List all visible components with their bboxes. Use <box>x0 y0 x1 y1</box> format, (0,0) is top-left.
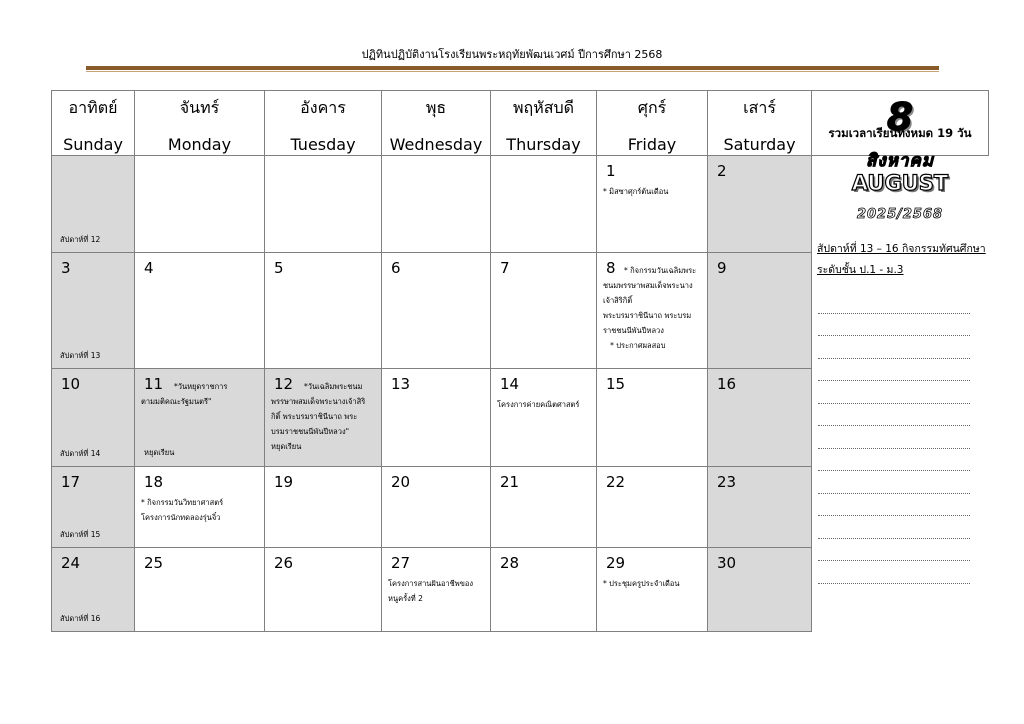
weekday-thai: อาทิตย์ <box>68 98 118 117</box>
weekday-english: Monday <box>167 135 232 154</box>
day-number: 23 <box>717 473 737 491</box>
dotted-note-line[interactable] <box>818 449 970 472</box>
day-number: 18 <box>144 473 164 491</box>
weekday-header <box>491 91 597 156</box>
day-number: 21 <box>500 473 520 491</box>
day-number: 13 <box>391 375 411 393</box>
weekday-header <box>135 91 265 156</box>
dotted-note-line[interactable] <box>818 381 970 404</box>
day-number: 1 <box>606 162 616 180</box>
day-number: 22 <box>606 473 626 491</box>
day-cell[interactable] <box>265 156 382 253</box>
calendar-table <box>51 90 989 632</box>
weekday-header <box>708 91 812 156</box>
weekday-english: Thursday <box>506 135 581 154</box>
day-number: 16 <box>717 375 737 393</box>
holiday-note: หยุดเรียน <box>144 448 175 457</box>
event-note: ชนมพรรษาพสมเด็จพระนาง เจ้าสิริกิติ์ พระบรมราชินีนาถ พระบรม ราชชนนีพันปีหลวง * ประกาศผลสอบ <box>603 281 693 350</box>
event-note-inline: *วันเฉลิมพระชนม <box>304 382 363 391</box>
day-number: 20 <box>391 473 411 491</box>
page-title: ปฏิทินปฏิบัติงานโรงเรียนพระหฤทัยพัฒนเวศม์ ปีการศึกษา 2568 <box>361 48 663 61</box>
header-rule-thin <box>86 71 939 72</box>
weekday-thai: พุธ <box>425 98 447 117</box>
total-study-days: รวมเวลาเรียนทั้งหมด 19 วัน <box>828 126 972 140</box>
day-cell[interactable] <box>708 548 812 632</box>
weekday-english: Tuesday <box>290 135 356 154</box>
day-cell[interactable] <box>382 156 491 253</box>
weekday-english: Sunday <box>63 135 123 154</box>
day-cell[interactable] <box>382 548 491 632</box>
day-cell[interactable] <box>597 369 708 467</box>
day-number: 27 <box>391 554 411 572</box>
day-number: 17 <box>61 473 81 491</box>
week-label: สัปดาห์ที่ 16 <box>60 614 101 623</box>
month-side-panel <box>812 91 989 276</box>
day-cell[interactable] <box>597 156 708 253</box>
weekday-thai: เสาร์ <box>743 98 776 117</box>
day-cell[interactable] <box>597 548 708 632</box>
day-number: 12 <box>274 375 294 393</box>
day-cell[interactable] <box>135 467 265 548</box>
dotted-notes-area <box>818 291 970 584</box>
day-number: 29 <box>606 554 626 572</box>
event-note: * มิสซาศุกร์ต้นเดือน <box>603 187 669 196</box>
day-number: 10 <box>61 375 81 393</box>
dotted-note-line[interactable] <box>818 291 970 314</box>
day-number: 5 <box>274 259 284 277</box>
day-cell[interactable] <box>491 253 597 369</box>
day-number: 26 <box>274 554 294 572</box>
weekday-english: Wednesday <box>389 135 483 154</box>
dotted-note-line[interactable] <box>818 561 970 584</box>
day-number: 6 <box>391 259 401 277</box>
day-number: 4 <box>144 259 154 277</box>
day-cell[interactable] <box>265 467 382 548</box>
academic-year: 2025/2568 <box>856 207 944 222</box>
header-rule <box>86 66 939 70</box>
day-cell[interactable] <box>491 156 597 253</box>
day-cell[interactable] <box>135 156 265 253</box>
weekday-header <box>597 91 708 156</box>
day-cell[interactable] <box>52 548 135 632</box>
day-number: 28 <box>500 554 520 572</box>
activity-note: สัปดาห์ที่ 13 – 16 กิจกรรมทัศนศึกษาระดับชั้น ป.1 - ม.3 <box>817 243 986 276</box>
day-number: 15 <box>606 375 626 393</box>
dotted-note-line[interactable] <box>818 539 970 562</box>
week-label: สัปดาห์ที่ 12 <box>60 235 101 244</box>
dotted-note-line[interactable] <box>818 516 970 539</box>
month-number: 8 <box>886 95 914 139</box>
week-label: สัปดาห์ที่ 14 <box>60 449 101 458</box>
day-cell[interactable] <box>708 467 812 548</box>
day-cell[interactable] <box>597 253 708 369</box>
weekday-thai: จันทร์ <box>179 98 220 117</box>
day-number: 11 <box>144 375 164 393</box>
weekday-header-row <box>52 91 989 156</box>
dotted-note-line[interactable] <box>818 494 970 517</box>
day-cell[interactable] <box>135 369 265 467</box>
day-cell[interactable] <box>265 253 382 369</box>
day-number: 7 <box>500 259 510 277</box>
day-cell[interactable] <box>597 467 708 548</box>
day-cell[interactable] <box>52 156 135 253</box>
weekday-header <box>382 91 491 156</box>
day-cell[interactable] <box>382 467 491 548</box>
day-cell[interactable] <box>382 253 491 369</box>
day-cell[interactable] <box>491 369 597 467</box>
week-label: สัปดาห์ที่ 15 <box>60 530 101 539</box>
day-cell[interactable] <box>382 369 491 467</box>
event-note-inline: * กิจกรรมวันเฉลิมพระ <box>624 266 697 275</box>
dotted-note-line[interactable] <box>818 336 970 359</box>
day-number: 9 <box>717 259 727 277</box>
day-number: 8 <box>606 259 616 277</box>
dotted-note-line[interactable] <box>818 314 970 337</box>
event-note-inline: *วันหยุดราชการ <box>174 382 228 391</box>
event-note: โครงการสานฝันอาชีพของ หนูครั้งที่ 2 <box>388 579 473 603</box>
day-cell[interactable] <box>708 156 812 253</box>
day-cell[interactable] <box>135 253 265 369</box>
weekday-header <box>52 91 135 156</box>
event-note: * กิจกรรมวันวิทยาศาสตร์ โครงการนักทดลองรุ่นจิ๋ว <box>141 498 224 522</box>
day-number: 2 <box>717 162 727 180</box>
weekday-english: Saturday <box>723 135 796 154</box>
event-note: * ประชุมครูประจำเดือน <box>603 579 680 588</box>
event-note: พรรษาพสมเด็จพระนางเจ้าสิริ กิติ์ พระบรมราชินีนาถ พระ บรมราชชนนีพันปีหลวง" หยุดเรียน <box>271 397 366 451</box>
weekday-thai: พฤหัสบดี <box>512 98 575 117</box>
day-number: 24 <box>61 554 81 572</box>
day-cell[interactable] <box>52 369 135 467</box>
weekday-header <box>265 91 382 156</box>
weekday-thai: อังคาร <box>300 98 346 117</box>
day-number: 14 <box>500 375 520 393</box>
weekday-english: Friday <box>627 135 677 154</box>
day-cell[interactable] <box>52 253 135 369</box>
day-number: 19 <box>274 473 294 491</box>
month-name-english: AUGUST <box>851 171 949 195</box>
dotted-note-line[interactable] <box>818 426 970 449</box>
dotted-note-line[interactable] <box>818 359 970 382</box>
event-note: ตามมติคณะรัฐมนตรี" <box>141 397 212 406</box>
day-cell[interactable] <box>52 467 135 548</box>
day-cell[interactable] <box>708 369 812 467</box>
day-number: 3 <box>61 259 71 277</box>
day-cell[interactable] <box>491 548 597 632</box>
day-number: 30 <box>717 554 737 572</box>
dotted-note-line[interactable] <box>818 471 970 494</box>
month-name-thai: สิงหาคม <box>865 151 934 171</box>
dotted-note-line[interactable] <box>818 404 970 427</box>
day-cell[interactable] <box>708 253 812 369</box>
weekday-thai: ศุกร์ <box>637 98 667 117</box>
day-number: 25 <box>144 554 164 572</box>
event-note: โครงการค่ายคณิตศาสตร์ <box>497 400 580 409</box>
day-cell[interactable] <box>265 369 382 467</box>
day-cell[interactable] <box>135 548 265 632</box>
week-label: สัปดาห์ที่ 13 <box>60 351 101 360</box>
day-cell[interactable] <box>265 548 382 632</box>
day-cell[interactable] <box>491 467 597 548</box>
